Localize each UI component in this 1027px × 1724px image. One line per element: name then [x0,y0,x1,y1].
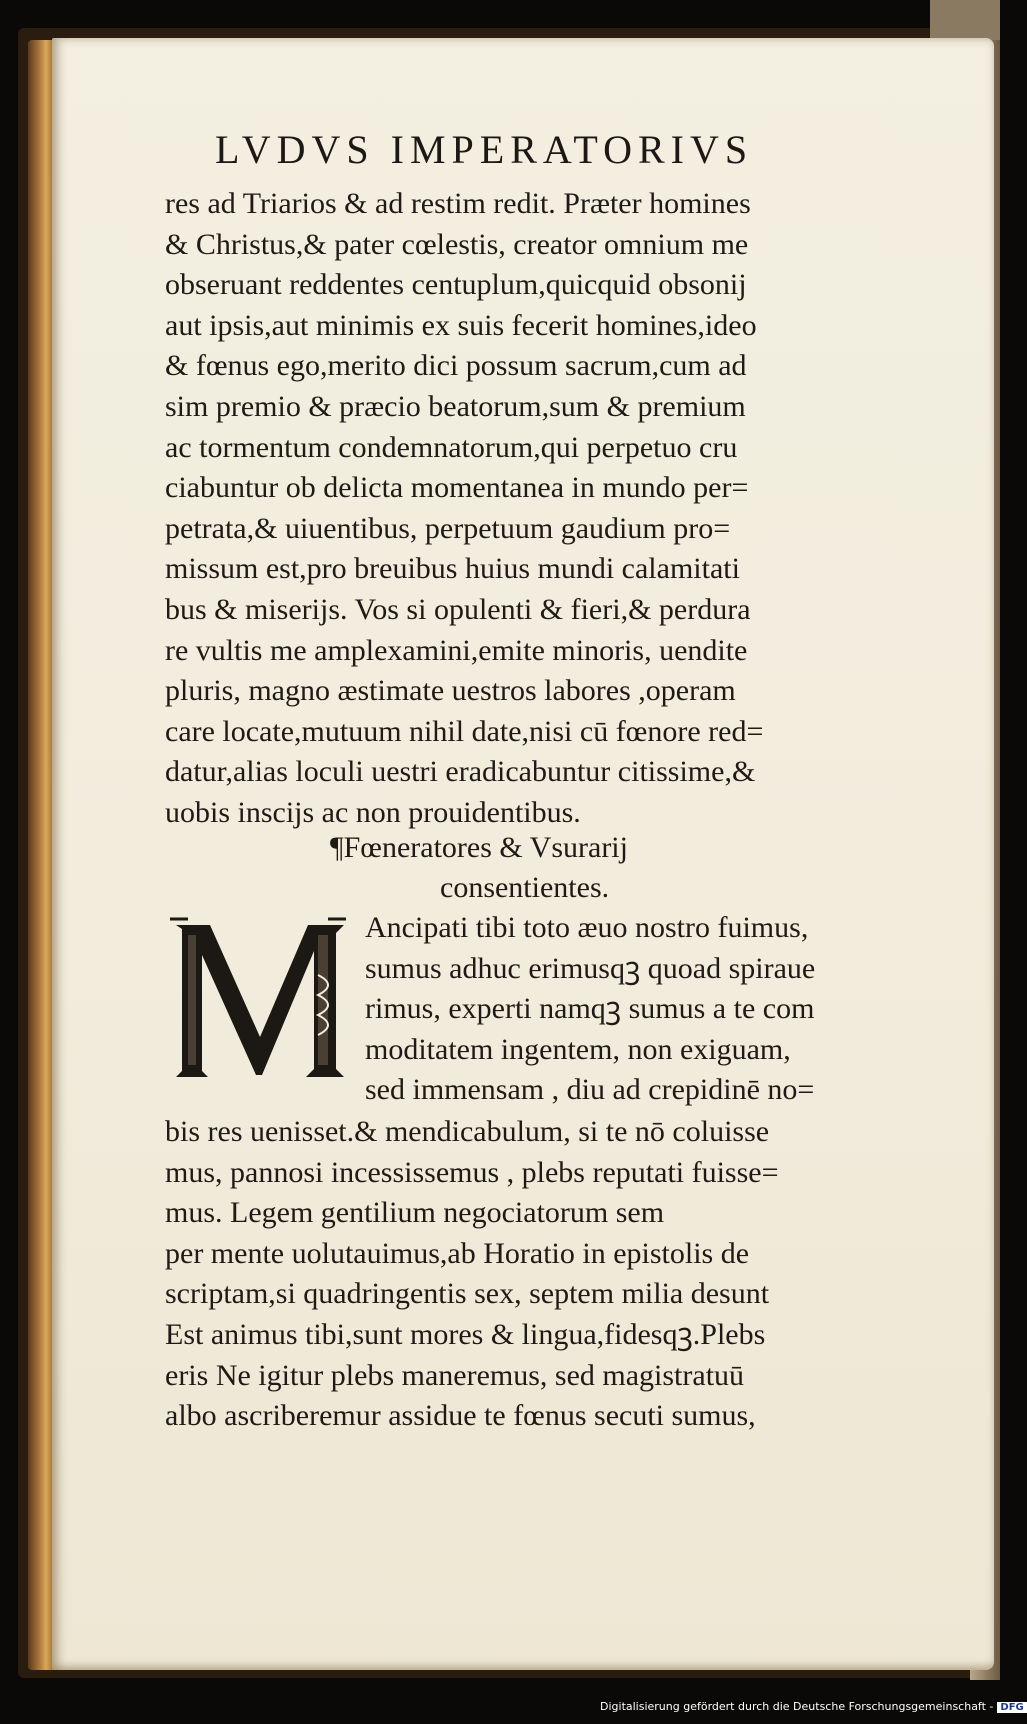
footer-credit [600,1700,1024,1713]
text-line: rimus, experti namqꝫ sumus a te com [365,992,815,1026]
body-text [165,184,960,834]
text-line: re vultis me amplexamini,emite minoris, uendite [165,633,748,667]
text-line: mus. Legem gentilium negociatorum sem [165,1196,665,1230]
text-line: bis res uenisset.& mendicabulum, si te nō coluisse [165,1115,770,1148]
text-line: sed immensam , diu ad crepidinē no= [365,1073,815,1107]
drop-cap-initial [168,915,348,1085]
text-line: pluris, magno æstimate uestros labores ,operam [165,674,736,708]
text-line: Ancipati tibi toto æuo nostro fuimus, [365,911,809,944]
text-line: care locate,mutuum nihil date,nisi cū fœnore red= [165,714,764,748]
indented-text [365,908,965,1111]
drop-cap-m-icon [168,915,348,1085]
text-line: aut ipsis,aut minimis ex suis fecerit homines,ideo [165,308,757,342]
dfg-logo: DFG [997,1702,1026,1713]
footer-text: Digitalisierung gefördert durch die Deutsche Forschungsgemeinschaft - [600,1700,994,1713]
text-line: sim premio & præcio beatorum,sum & premium [165,389,746,423]
text-line: ac tormentum condemnatorum,qui perpetuo cru [165,430,738,464]
text-line: mus, pannosi incessissemus , plebs reputati fuisse= [165,1155,779,1189]
continued-text [165,1112,965,1437]
text-line: sumus adhuc erimusqꝫ quoad spiraue [365,951,816,985]
page-corner [930,0,1000,40]
text-line: eris Ne igitur plebs maneremus, sed magistratuū [165,1358,745,1392]
text-line: petrata,& uiuentibus, perpetuum gaudium pro= [165,511,731,545]
text-line: res ad Triarios & ad restim redit. Præter homines [165,187,751,220]
text-line: missum est,pro breuibus huius mundi calamitati [165,552,740,586]
text-line: datur,alias loculi uestri eradicabuntur citissime,& [165,755,756,789]
text-line: uobis inscijs ac non prouidentibus. [165,795,581,829]
text-line: scriptam,si quadringentis sex, septem milia desunt [165,1277,770,1311]
section-heading-continued: consentientes. [440,871,610,904]
text-line: obseruant reddentes centuplum,quicquid obsonij [165,268,747,302]
text-line: albo ascriberemur assidue te fœnus secuti sumus, [165,1399,756,1433]
text-line: moditatem ingentem, non exiguam, [365,1032,791,1066]
section-heading: ¶Fœneratores & Vsurarij [330,831,628,864]
text-line: & fœnus ego,merito dici possum sacrum,cum ad [165,349,747,383]
text-line: bus & miserijs. Vos si opulenti & fieri,& perdura [165,592,751,626]
text-line: & Christus,& pater cœlestis, creator omnium me [165,227,749,261]
text-line: per mente uolutauimus,ab Horatio in epistolis de [165,1236,750,1270]
text-line: Est animus tibi,sunt mores & lingua,fidesqꝫ.Plebs [165,1317,766,1351]
running-header: LVDVS IMPERATORIVS [215,127,754,172]
text-line: ciabuntur ob delicta momentanea in mundo per= [165,471,749,505]
